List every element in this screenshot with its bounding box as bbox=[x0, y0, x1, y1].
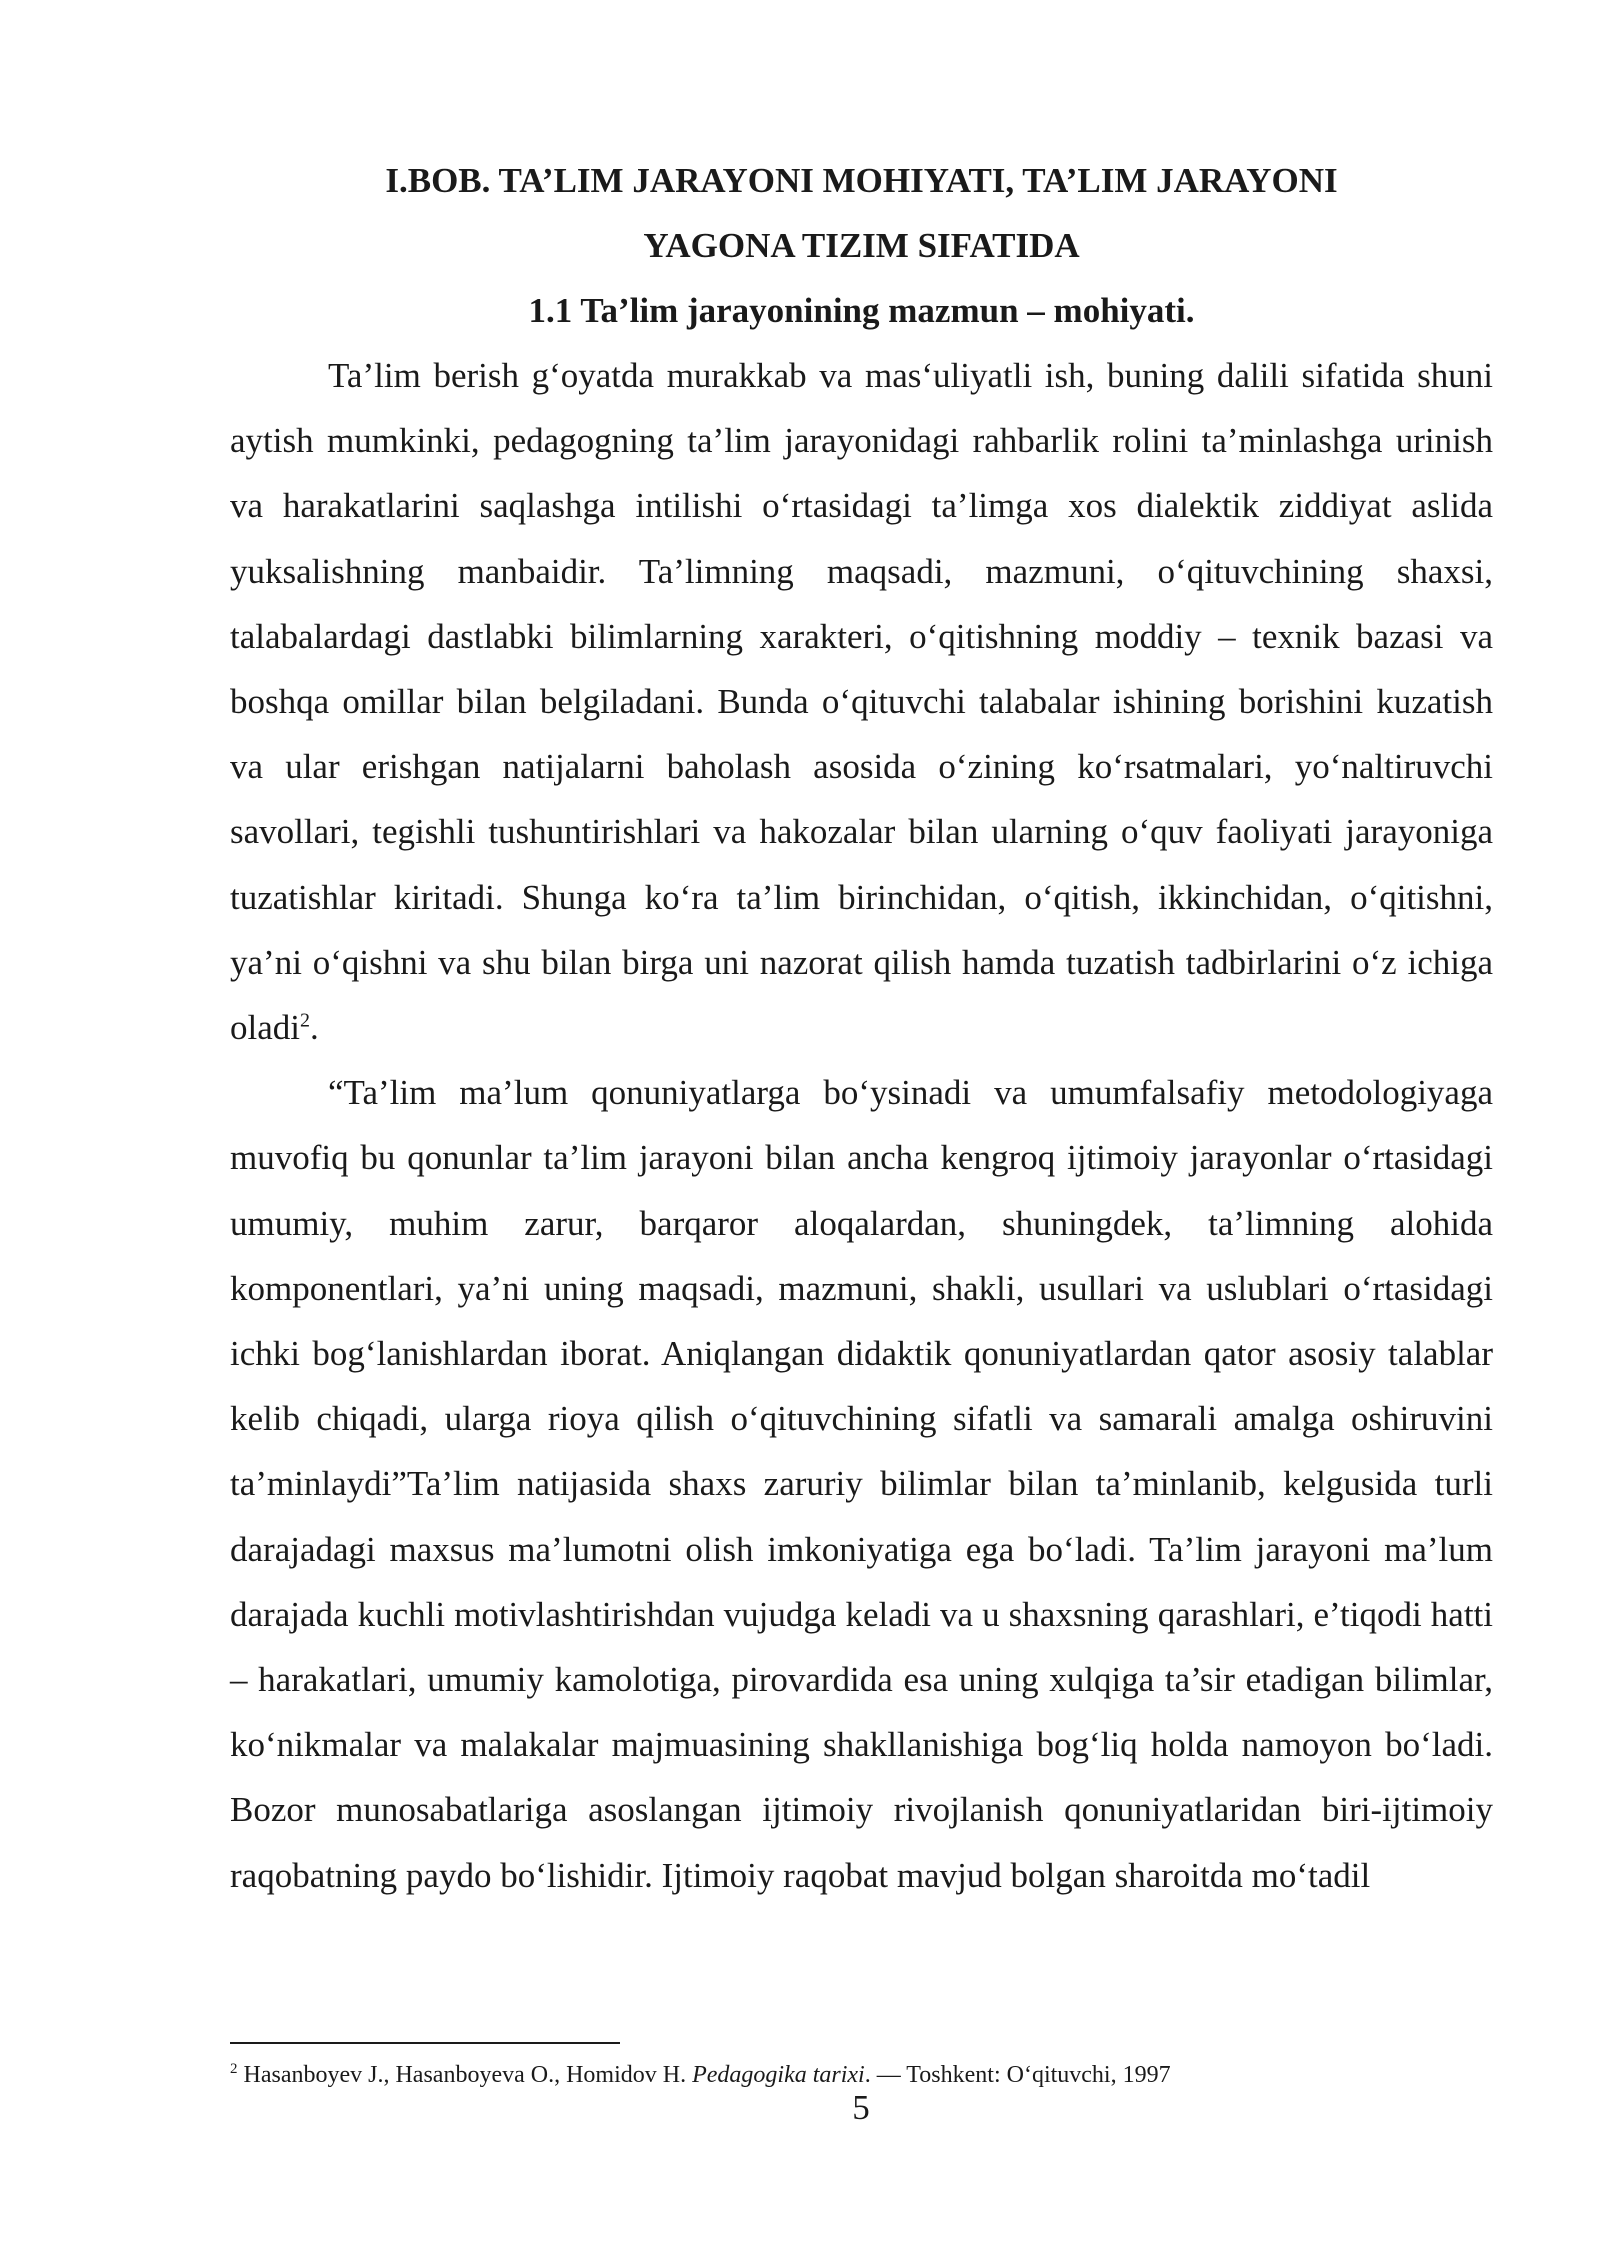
footnote-authors: Hasanboyev J., Hasanboyeva O., Homidov H. bbox=[237, 2062, 693, 2088]
footnote-reference[interactable]: 2 bbox=[299, 1009, 310, 1032]
paragraph-1-end: . bbox=[309, 1008, 319, 1048]
paragraph-1-text: Ta’lim berish g‘oyatda murakkab va mas‘uliyatli ish, buning dalili sifatida shuni aytish mumkinki, pedagogning ta’lim jarayonidagi rahbarlik rolini ta’minlashga urinish va harakatlarini saqlashga intilishi o‘rtasidagi ta’limga xos dialektik ziddiyat aslida yuksalishning manbaidir. Ta’limning maqsadi, mazmuni, o‘qituvchining shaxsi, talabalardagi dastlabki bilimlarning xarakteri, o‘qitishning moddiy – texnik bazasi va boshqa omillar bilan belgiladani. Bunda o‘qituvchi talabalar ishining borishini kuzatish va ular erishgan natijalarni baholash asosida o‘zining ko‘rsatmalari, yo‘naltiruvchi savollari, tegishli tushuntirishlari va hakozalar bilan ularning o‘quv faoliyati jarayoniga tuzatishlar kiritadi. Shunga ko‘ra ta’lim birinchidan, o‘qitish, ikkinchidan, o‘qitishni, ya’ni o‘qishni va shu bilan birga uni nazorat qilish hamda tuzatish tadbirlarini o‘z ichiga oladi bbox=[230, 356, 1493, 1048]
chapter-title-line-2: YAGONA TIZIM SIFATIDA bbox=[643, 226, 1080, 265]
footnote-number: 2 bbox=[230, 2061, 238, 2077]
footnote-book-title: Pedagogika tarixi bbox=[692, 2062, 865, 2088]
paragraph-1 bbox=[230, 343, 1493, 1060]
paragraph-2: “Ta’lim ma’lum qonuniyatlarga bo‘ysinadi va umumfalsafiy metodologiyaga muvofiq bu qonunlar ta’lim jarayoni bilan ancha kengroq ijtimoiy jarayonlar o‘rtasidagi umumiy, muhim zarur, barqaror aloqalardan, shuningdek, ta’limning alohida komponentlari, ya’ni uning maqsadi, mazmuni, shakli, usullari va uslublari o‘rtasidagi ichki bog‘lanishlardan iborat. Aniqlangan didaktik qonuniyatlardan qator asosiy talablar kelib chiqadi, ularga rioya qilish o‘qituvchining sifatli va samarali amalga oshiruvini ta’minlaydi”Ta’lim natijasida shaxs zaruriy bilimlar bilan ta’minlanib, kelgusida turli darajadagi maxsus ma’lumotni olish imkoniyatiga ega bo‘ladi. Ta’lim jarayoni ma’lum darajada kuchli motivlashtirishdan vujudga keladi va u shaxsning qarashlari, e’tiqodi hatti – harakatlari, umumiy kamolotiga, pirovardida esa uning xulqiga ta’sir etadigan bilimlar, ko‘nikmalar va malakalar majmuasining shakllanishiga bog‘liq holda namoyon bo‘ladi. Bozor munosabatlariga asoslangan ijtimoiy rivojlanish qonuniyatlaridan biri-ijtimoiy raqobatning paydo bo‘lishidir. Ijtimoiy raqobat mavjud bolgan sharoitda mo‘tadil bbox=[230, 1073, 1493, 1895]
footnote bbox=[230, 2060, 1493, 2090]
main-text-block bbox=[230, 148, 1493, 1908]
chapter-title-line-1: I.BOB. TA’LIM JARAYONI MOHIYATI, TA’LIM JARAYONI bbox=[385, 161, 1338, 200]
footnote-separator bbox=[230, 2042, 620, 2044]
page-number: 5 bbox=[852, 2088, 870, 2127]
footnote-publisher: . — Toshkent: O‘qituvchi, 1997 bbox=[864, 2062, 1171, 2088]
section-title: 1.1 Ta’lim jarayonining mazmun – mohiyati. bbox=[528, 291, 1195, 330]
